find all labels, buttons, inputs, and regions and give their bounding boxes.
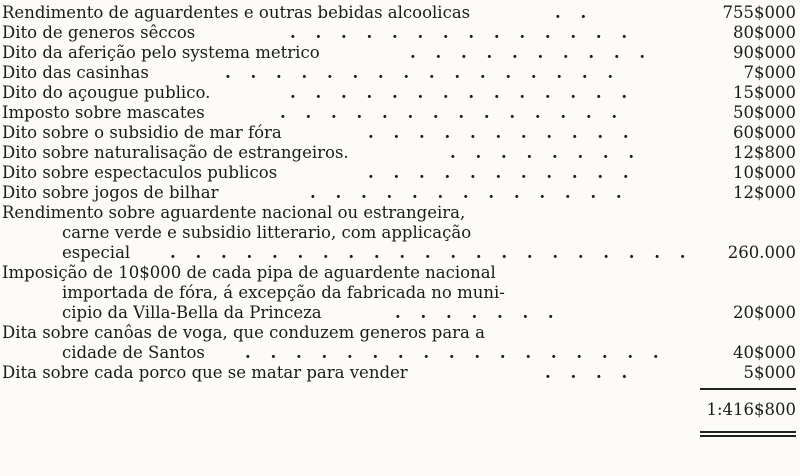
item-label: Dito sobre naturalisação de estrangeiros. xyxy=(2,143,349,162)
item-label: Rendimento de aguardentes e outras bebidas alcoolicas xyxy=(2,3,471,22)
item-value: 80$000 xyxy=(733,23,796,42)
total-row xyxy=(0,399,800,421)
list-item: Imposto sobre mascates . . . . . . . . . . . . . . 50$000 xyxy=(2,103,796,122)
item-value: 50$000 xyxy=(733,103,796,122)
total-value: 1:416$800 xyxy=(706,400,796,419)
list-item-continuation xyxy=(0,222,800,244)
list-item: Dita sobre cada porco que se matar para vender . . . . 5$000 xyxy=(2,363,796,382)
item-value: 260.000 xyxy=(727,243,796,262)
list-item: Dito sobre o subsidio de mar fóra . . . . . . . . . . . 60$000 xyxy=(2,123,796,142)
item-label: Dito das casinhas xyxy=(2,63,149,82)
item-value: 12$000 xyxy=(733,183,796,202)
list-item-continuation xyxy=(0,282,800,304)
item-label: Dita sobre cada porco que se matar para vender xyxy=(2,363,408,382)
item-value: 40$000 xyxy=(733,343,796,362)
list-item: Dito sobre espectaculos publicos . . . . . . . . . . . 10$000 xyxy=(2,163,796,182)
list-item xyxy=(0,262,800,284)
item-value: 10$000 xyxy=(733,163,796,182)
item-label: cidade de Santos xyxy=(62,343,205,362)
item-label: carne verde e subsidio litterario, com applicação xyxy=(62,223,472,242)
list-item: Dito das casinhas . . . . . . . . . . . . . . . . 7$000 xyxy=(2,63,796,82)
item-label: Dito sobre jogos de bilhar xyxy=(2,183,219,202)
item-label: Dito de generos sêccos xyxy=(2,23,196,42)
list-item: Dito de generos sêccos . . . . . . . . . . . . . . 80$000 xyxy=(2,23,796,42)
item-label: Rendimento sobre aguardente nacional ou estrangeira, xyxy=(2,203,466,222)
list-item: Dito da aferição pelo systema metrico . . . . . . . . . . 90$000 xyxy=(2,43,796,62)
item-value: 20$000 xyxy=(733,303,796,322)
item-label: importada de fóra, á excepção da fabricada no muni- xyxy=(62,283,505,302)
total-rule-bottom xyxy=(700,435,796,437)
total-rule-top xyxy=(700,431,796,433)
list-item: Rendimento de aguardentes e outras bebidas alcoolicas . . 755$000 xyxy=(2,3,796,22)
item-label: Dito do açougue publico. xyxy=(2,83,211,102)
item-value: 12$800 xyxy=(733,143,796,162)
item-value: 15$000 xyxy=(733,83,796,102)
list-item: Dito sobre naturalisação de estrangeiros. . . . . . . . . 12$800 xyxy=(2,143,796,162)
item-label: Dito sobre espectaculos publicos xyxy=(2,163,278,182)
item-label: cipio da Villa-Bella da Princeza xyxy=(62,303,322,322)
item-value: 5$000 xyxy=(743,363,796,382)
list-item-continuation: especial . . . . . . . . . . . . . . . . . . . . . 260.000 xyxy=(62,243,796,262)
item-value: 90$000 xyxy=(733,43,796,62)
item-label: Dito da aferição pelo systema metrico xyxy=(2,43,320,62)
item-label: especial xyxy=(62,243,131,262)
list-item-continuation: cipio da Villa-Bella da Princeza . . . . . . . 20$000 xyxy=(62,303,796,322)
list-item: Dito do açougue publico. . . . . . . . . . . . . . . 15$000 xyxy=(2,83,796,102)
list-item xyxy=(0,202,800,224)
item-label: Dito sobre o subsidio de mar fóra xyxy=(2,123,282,142)
item-value: 755$000 xyxy=(722,3,796,22)
item-value: 7$000 xyxy=(743,63,796,82)
list-item xyxy=(0,322,800,344)
item-label: Imposição de 10$000 de cada pipa de aguardente nacional xyxy=(2,263,496,282)
list-item: Dito sobre jogos de bilhar . . . . . . . . . . . . . 12$000 xyxy=(2,183,796,202)
list-item-continuation: cidade de Santos . . . . . . . . . . . . . . . . . 40$000 xyxy=(62,343,796,362)
item-label: Dita sobre canôas de voga, que conduzem generos para a xyxy=(2,323,485,342)
sum-rule xyxy=(700,388,796,390)
item-label: Imposto sobre mascates xyxy=(2,103,205,122)
item-value: 60$000 xyxy=(733,123,796,142)
